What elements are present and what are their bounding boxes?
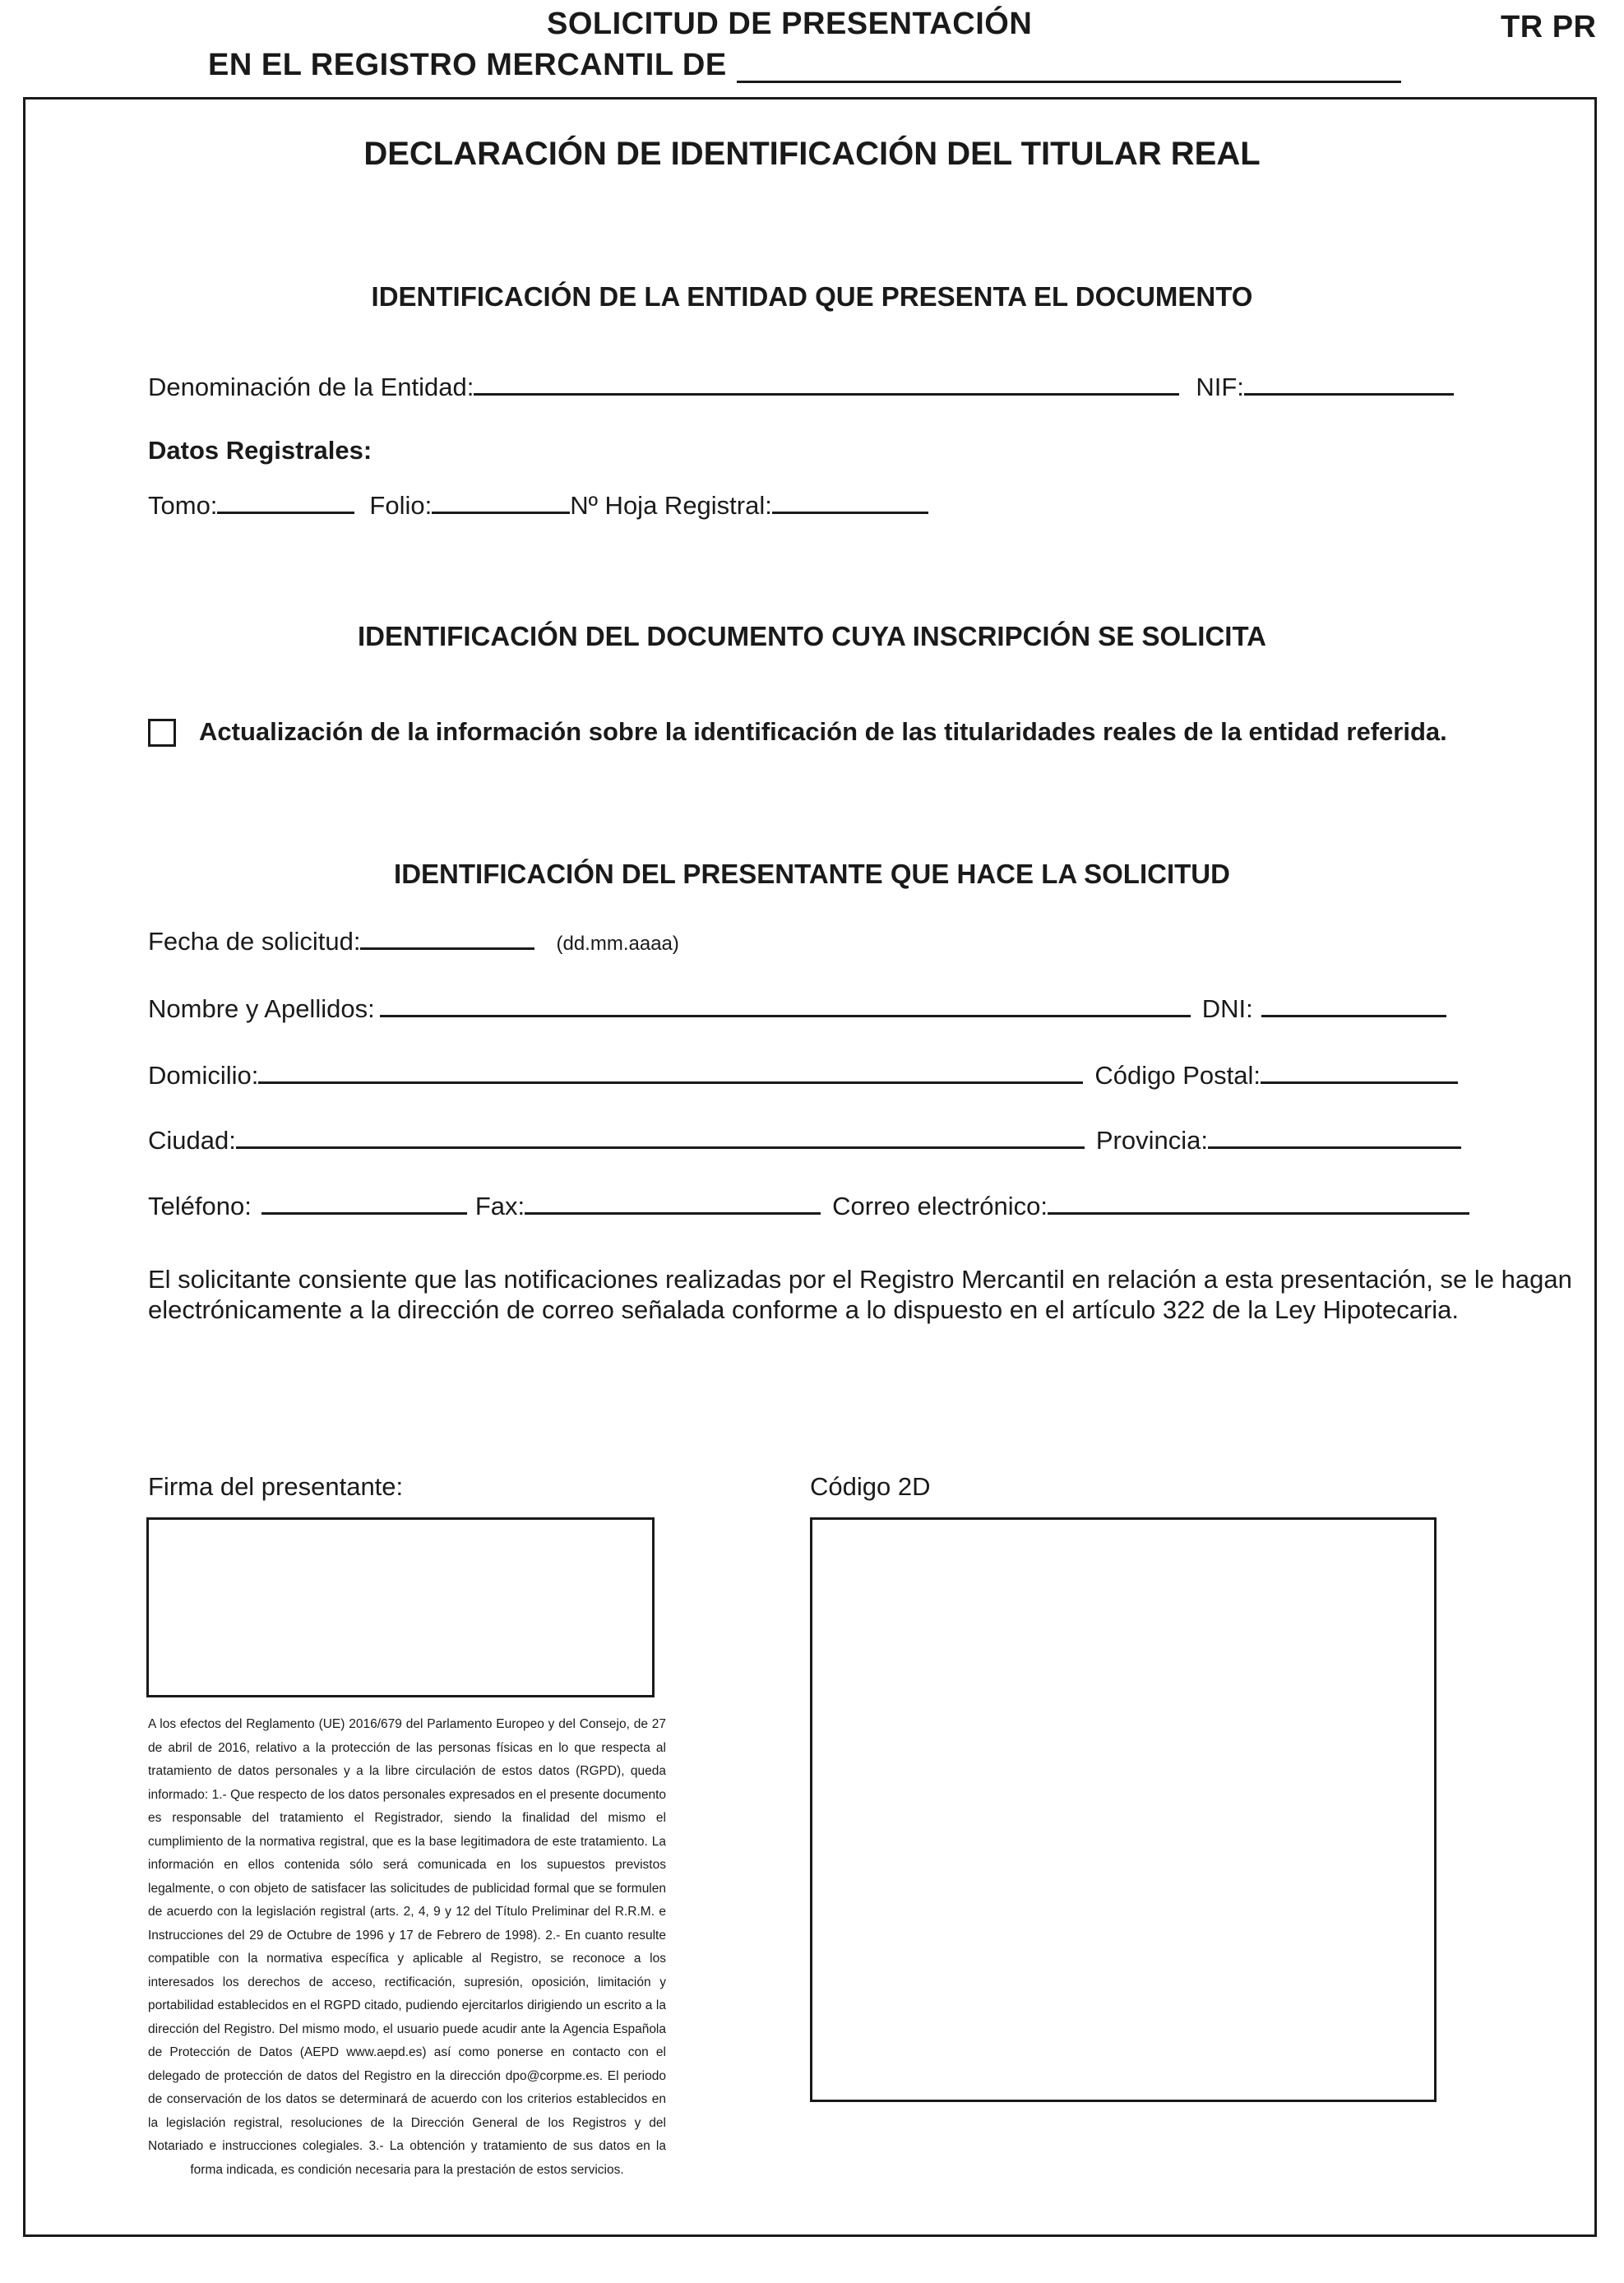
dni-label: DNI:	[1201, 994, 1253, 1023]
ciudad-field[interactable]	[236, 1125, 1085, 1149]
presenter-section-heading: IDENTIFICACIÓN DEL PRESENTANTE QUE HACE LA SOLICITUD	[394, 859, 1230, 889]
consent-text: El solicitante consiente que las notificaciones realizadas por el Registro Mercantil en relación a esta presentación, se le hagan electrónicamente a la dirección de correo señalada conforme a lo dispuesto en el artículo 322 de la Ley Hipotecaria.	[148, 1265, 1572, 1324]
registral-row	[148, 490, 928, 521]
dni-field[interactable]	[1261, 993, 1446, 1017]
codigo-postal-label: Código Postal:	[1094, 1061, 1261, 1090]
fax-field[interactable]	[525, 1191, 821, 1215]
provincia-label: Provincia:	[1095, 1126, 1208, 1155]
document-section-heading: IDENTIFICACIÓN DEL DOCUMENTO CUYA INSCRIPCIÓN SE SOLICITA	[358, 621, 1266, 651]
domicilio-row	[148, 1060, 1458, 1091]
firma-label: Firma del presentante:	[148, 1472, 404, 1501]
codigo-2d-box	[810, 1517, 1437, 2102]
actualizacion-label: Actualización de la información sobre la identificación de las titularidades reales de la entidad referida.	[199, 717, 1447, 746]
contacto-row	[148, 1191, 1469, 1221]
nombre-label: Nombre y Apellidos:	[148, 994, 375, 1023]
domicilio-label: Domicilio:	[148, 1061, 259, 1090]
nif-field[interactable]	[1244, 372, 1454, 396]
folio-label: Folio:	[369, 491, 433, 520]
fecha-field[interactable]	[360, 926, 534, 950]
nombre-row	[148, 993, 1446, 1024]
tomo-field[interactable]	[217, 490, 354, 514]
registro-field[interactable]	[737, 51, 1401, 83]
datos-registrales-label: Datos Registrales:	[148, 436, 372, 465]
nif-label: NIF:	[1196, 373, 1244, 401]
firma-box[interactable]	[146, 1517, 655, 1697]
domicilio-field[interactable]	[258, 1060, 1083, 1084]
codigo-2d-label: Código 2D	[810, 1472, 931, 1501]
provincia-field[interactable]	[1208, 1125, 1461, 1149]
nombre-field[interactable]	[380, 993, 1191, 1017]
ciudad-label: Ciudad:	[148, 1126, 236, 1155]
fax-label: Fax:	[474, 1192, 525, 1220]
email-label: Correo electrónico:	[832, 1192, 1048, 1220]
form-code: TR PR	[1501, 10, 1597, 44]
folio-field[interactable]	[432, 490, 570, 514]
telefono-field[interactable]	[261, 1191, 467, 1215]
fecha-label: Fecha de solicitud:	[148, 927, 361, 956]
legal-notice: A los efectos del Reglamento (UE) 2016/679 del Parlamento Europeo y del Consejo, de 27 de abril de 2016, relativo a la protección de las personas físicas en lo que respecta al tratamiento de datos personales y a la libre circulación de estos datos (RGPD), queda informado: 1.- Que respecto de los datos personales expresados en el presente documento es responsable del tratamiento el Registrador, siendo la finalidad del mismo el cumplimiento de la normativa registral, que es la base legitimadora de este tratamiento. La información en ellos contenida sólo será comunicada en los supuestos previstos legalmente, o con objeto de satisfacer las solicitudes de publicidad formal que se formulen de acuerdo con la legislación registral (arts. 2, 4, 9 y 12 del Título Preliminar del R.R.M. e Instrucciones del 29 de Octubre de 1996 y 17 de Febrero de 1998). 2.- En cuanto resulte compatible con la normativa específica y aplicable al Registro, se reconoce a los interesados los derechos de acceso, rectificación, supresión, oposición, limitación y portabilidad establecidos en el RGPD citado, pudiendo ejercitarlos dirigiendo un escrito a la dirección del Registro. Del mismo modo, el usuario puede acudir ante la Agencia Española de Protección de Datos (AEPD www.aepd.es) así como ponerse en contacto con el delegado de protección de datos del Registro en la dirección dpo@corpme.es. El periodo de conservación de los datos se determinará de acuerdo con los criterios establecidos en la legislación registral, resoluciones de la Dirección General de los Registros y del Notariado e instrucciones colegiales. 3.- La obtención y tratamiento de sus datos en la forma indicada, es condición necesaria para la prestación de estos servicios.	[148, 1717, 666, 2177]
denominacion-label: Denominación de la Entidad:	[148, 373, 474, 401]
form-title: DECLARACIÓN DE IDENTIFICACIÓN DEL TITULAR REAL	[363, 136, 1261, 172]
denominacion-row	[148, 372, 1454, 402]
denominacion-field[interactable]	[474, 372, 1179, 396]
fecha-format-hint: (dd.mm.aaaa)	[556, 933, 679, 955]
email-field[interactable]	[1048, 1191, 1469, 1215]
codigo-postal-field[interactable]	[1261, 1060, 1458, 1084]
tomo-label: Tomo:	[148, 491, 218, 520]
actualizacion-checkbox[interactable]	[148, 719, 176, 747]
header-line1: SOLICITUD DE PRESENTACIÓN	[547, 7, 1033, 41]
entity-section-heading: IDENTIFICACIÓN DE LA ENTIDAD QUE PRESENTA EL DOCUMENTO	[371, 281, 1253, 312]
telefono-label: Teléfono:	[148, 1192, 252, 1220]
header-line2	[208, 48, 1401, 83]
hoja-registral-label: Nº Hoja Registral:	[570, 491, 772, 520]
header-line2-label: EN EL REGISTRO MERCANTIL DE	[208, 48, 727, 82]
ciudad-row	[148, 1125, 1461, 1155]
fecha-row	[148, 926, 679, 956]
hoja-registral-field[interactable]	[772, 490, 928, 514]
